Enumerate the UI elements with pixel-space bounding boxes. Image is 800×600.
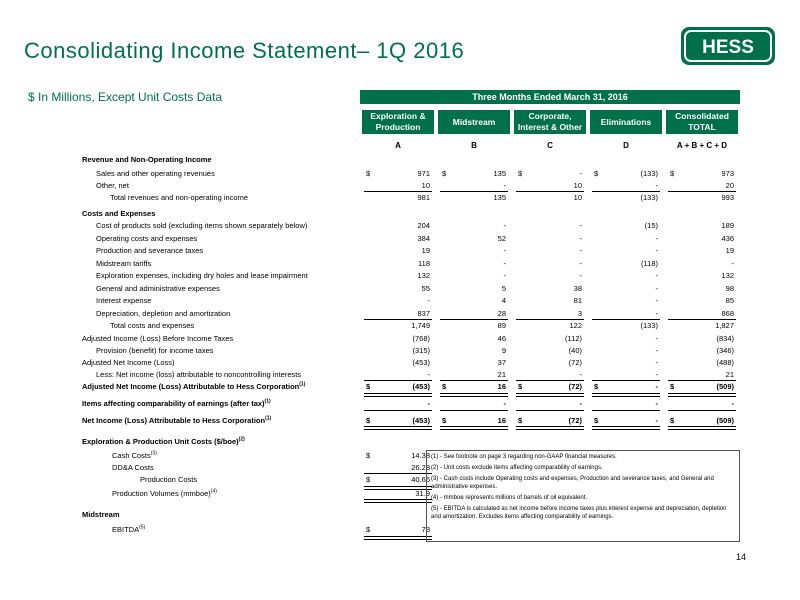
cell-value: 135 <box>493 193 506 202</box>
cell-value: - <box>655 181 658 190</box>
table-rule <box>364 393 432 397</box>
row-label: Revenue and Non-Operating Income <box>82 155 212 164</box>
row-label: EBITDA$^{(5)}$ <box>112 524 146 534</box>
cell-value: - <box>579 221 582 230</box>
row-label: Cash Costs$^{(3)}$ <box>112 450 157 460</box>
row-label: Net Income (Loss) Attributable to Hess Corporation$^{(1)}$ <box>82 415 272 425</box>
cell-value: 4 <box>501 296 506 305</box>
cell-value: 3 <box>577 309 582 318</box>
table-rule <box>592 393 660 397</box>
column-header-d: Eliminations <box>590 110 662 134</box>
cell-value: (768) <box>412 334 430 343</box>
table-rule <box>364 410 432 411</box>
table-rule <box>364 426 432 430</box>
table-rule <box>440 410 508 411</box>
row-label: Other, net <box>96 181 129 190</box>
currency-symbol: $ <box>442 382 447 391</box>
row-label: Midstream <box>82 510 120 519</box>
cell-value: 1,827 <box>715 321 734 330</box>
cell-value: - <box>655 296 658 305</box>
table-rule <box>440 393 508 397</box>
cell-value: 37 <box>497 358 506 367</box>
cell-value: 384 <box>417 234 430 243</box>
footnote-5: (5) - EBITDA is calculated as net income before income taxes plus interest expense and depreciation, depletion and amortization. Excludes items affecting comparability of earnings. <box>431 506 727 520</box>
cell-value: (118) <box>641 259 658 268</box>
table-row <box>0 345 800 357</box>
table-row <box>0 258 800 270</box>
cell-value: - <box>579 234 582 243</box>
table-row <box>0 154 800 166</box>
cell-value: 10 <box>573 193 582 202</box>
cell-value: (488) <box>716 358 734 367</box>
column-header-c: Corporate, Interest & Other <box>514 110 586 134</box>
cell-value: 85 <box>725 296 734 305</box>
cell-value: - <box>655 399 658 408</box>
cell-value: 40.66 <box>411 475 430 484</box>
footnote-4: (4) - mmboe represents millions of barrels of oil equivalent. <box>431 495 588 501</box>
row-label: Adjusted Net Income (Loss) <box>82 358 175 367</box>
cell-value: 46 <box>497 334 506 343</box>
cell-value: 52 <box>497 234 506 243</box>
cell-value: 10 <box>573 181 582 190</box>
table-rule <box>516 319 584 320</box>
cell-value: - <box>503 246 506 255</box>
footnote-3: (3) - Cash costs include Operating costs and expenses, Production and severance taxes, and General and administrative expenses. <box>431 476 714 490</box>
table-rule <box>440 380 508 381</box>
units-subtitle: $ In Millions, Except Unit Costs Data <box>28 90 223 104</box>
cell-value: - <box>579 370 582 379</box>
row-label: Items affecting comparability of earnings (after tax)$^{(1)}$ <box>82 398 271 408</box>
cell-value: - <box>427 399 430 408</box>
cell-value: - <box>579 259 582 268</box>
row-label: DD&A Costs <box>112 463 154 472</box>
cell-value: 55 <box>421 284 430 293</box>
cell-value: 132 <box>417 271 430 280</box>
table-rule <box>592 191 660 192</box>
footnote-2: (2) - Unit costs exclude items affecting comparability of earnings. <box>431 465 603 471</box>
column-header-a-b-c-d: Consolidated TOTAL <box>666 110 738 134</box>
column-header-b: Midstream <box>438 110 510 134</box>
table-rule <box>668 426 736 430</box>
cell-value: - <box>655 271 658 280</box>
table-rule <box>364 486 432 490</box>
cell-value: (15) <box>644 221 658 230</box>
cell-value: 21 <box>497 370 506 379</box>
currency-symbol: $ <box>670 169 675 178</box>
table-rule <box>516 393 584 397</box>
cell-value: 26.28 <box>411 463 430 472</box>
currency-symbol: $ <box>442 416 447 425</box>
table-rule <box>364 473 432 474</box>
row-label: Costs and Expenses <box>82 209 156 218</box>
table-rule <box>516 380 584 381</box>
currency-symbol: $ <box>442 169 447 178</box>
table-rule <box>364 536 432 540</box>
cell-value: 31.9 <box>415 489 430 498</box>
cell-value: - <box>655 284 658 293</box>
column-letter: D <box>623 141 629 150</box>
row-label: General and administrative expenses <box>96 284 220 293</box>
row-label: Cost of products sold (excluding items shown separately below) <box>96 221 308 230</box>
cell-value: - <box>655 334 658 343</box>
cell-value: - <box>503 399 506 408</box>
cell-value: 98 <box>725 284 734 293</box>
cell-value: (133) <box>640 169 658 178</box>
cell-value: - <box>655 382 658 391</box>
currency-symbol: $ <box>366 475 371 484</box>
footnotes-box <box>426 450 740 542</box>
cell-value: (72) <box>568 416 582 425</box>
table-rule <box>668 319 736 320</box>
page-title: Consolidating Income Statement– 1Q 2016 <box>24 38 465 63</box>
cell-value: 1,749 <box>411 321 430 330</box>
row-label: Interest expense <box>96 296 152 305</box>
cell-value: 837 <box>417 309 430 318</box>
column-letter: B <box>471 141 477 150</box>
cell-value: (40) <box>568 346 582 355</box>
table-rule <box>440 426 508 430</box>
cell-value: - <box>579 271 582 280</box>
period-header: Three Months Ended March 31, 2016 <box>360 90 740 104</box>
cell-value: 38 <box>573 284 582 293</box>
cell-value: 81 <box>573 296 582 305</box>
cell-value: (133) <box>640 193 658 202</box>
hess-logo <box>680 26 776 66</box>
table-rule <box>440 319 508 320</box>
cell-value: - <box>655 416 658 425</box>
cell-value: 189 <box>721 221 734 230</box>
table-rule <box>364 191 432 192</box>
currency-symbol: $ <box>366 416 371 425</box>
cell-value: - <box>503 181 506 190</box>
table-rule <box>364 380 432 381</box>
table-row <box>0 283 800 295</box>
cell-value: 21 <box>725 370 734 379</box>
cell-value: 868 <box>721 309 734 318</box>
table-rule <box>668 393 736 397</box>
table-row <box>0 436 800 448</box>
table-row <box>0 357 800 369</box>
cell-value: 971 <box>417 169 430 178</box>
cell-value: - <box>427 370 430 379</box>
table-row <box>0 320 800 332</box>
cell-value: - <box>731 399 734 408</box>
table-row <box>0 220 800 232</box>
cell-value: (72) <box>568 358 582 367</box>
cell-value: (834) <box>716 334 734 343</box>
cell-value: 118 <box>418 259 430 268</box>
table-rule <box>592 380 660 381</box>
table-row <box>0 168 800 180</box>
row-label: Production and severance taxes <box>96 246 204 255</box>
currency-symbol: $ <box>670 416 675 425</box>
table-rule <box>668 380 736 381</box>
row-label: Total costs and expenses <box>110 321 195 330</box>
column-header-a: Exploration & Production <box>362 110 434 134</box>
cell-value: 436 <box>721 234 734 243</box>
row-label: Adjusted Income (Loss) Before Income Taxes <box>82 334 234 343</box>
cell-value: 78 <box>421 525 430 534</box>
cell-value: 122 <box>569 321 582 330</box>
currency-symbol: $ <box>366 382 371 391</box>
table-rule <box>668 410 736 411</box>
cell-value: - <box>579 169 582 178</box>
cell-value: - <box>655 346 658 355</box>
row-label: Exploration & Production Unit Costs ($/boe)$^{(2)}$ <box>82 436 245 446</box>
table-rule <box>440 191 508 192</box>
cell-value: - <box>503 221 506 230</box>
table-row <box>0 295 800 307</box>
table-rule <box>668 191 736 192</box>
row-label: Exploration expenses, including dry holes and lease impairment <box>96 271 308 280</box>
row-label: Depreciation, depletion and amortization <box>96 309 231 318</box>
cell-value: - <box>655 370 658 379</box>
table-row <box>0 381 800 393</box>
cell-value: 135 <box>493 169 506 178</box>
cell-value: 19 <box>725 246 734 255</box>
cell-value: (509) <box>716 416 734 425</box>
cell-value: - <box>655 358 658 367</box>
cell-value: (72) <box>568 382 582 391</box>
table-row <box>0 333 800 345</box>
cell-value: 16 <box>497 382 506 391</box>
currency-symbol: $ <box>670 382 675 391</box>
cell-value: (346) <box>716 346 734 355</box>
table-rule <box>516 191 584 192</box>
cell-value: 981 <box>417 193 430 202</box>
currency-symbol: $ <box>518 382 523 391</box>
footnote-1: (1) - See footnote on page 3 regarding non-GAAP financial measures. <box>431 454 617 460</box>
cell-value: - <box>655 234 658 243</box>
currency-symbol: $ <box>366 169 371 178</box>
row-label: Less: Net income (loss) attributable to noncontrolling interests <box>96 370 302 379</box>
table-rule <box>516 410 584 411</box>
table-rule <box>592 319 660 320</box>
currency-symbol: $ <box>366 451 371 460</box>
table-row <box>0 245 800 257</box>
cell-value: 89 <box>497 321 506 330</box>
cell-value: - <box>655 309 658 318</box>
cell-value: - <box>655 246 658 255</box>
cell-value: 19 <box>421 246 430 255</box>
table-rule <box>364 319 432 320</box>
cell-value: (453) <box>412 358 430 367</box>
column-letter: A + B + C + D <box>676 141 728 150</box>
cell-value: (453) <box>412 382 430 391</box>
row-label: Sales and other operating revenues <box>96 169 215 178</box>
table-rule <box>592 426 660 430</box>
table-row <box>0 233 800 245</box>
row-label: Total revenues and non-operating income <box>110 193 249 202</box>
currency-symbol: $ <box>594 169 599 178</box>
row-label: Midstream tariffs <box>96 259 152 268</box>
cell-value: 10 <box>421 181 430 190</box>
cell-value: 14.38 <box>411 451 430 460</box>
currency-symbol: $ <box>594 382 599 391</box>
currency-symbol: $ <box>366 525 371 534</box>
table-rule <box>592 410 660 411</box>
logo-text: HESS <box>702 37 754 58</box>
currency-symbol: $ <box>518 416 523 425</box>
table-rule <box>364 499 432 503</box>
row-label: Operating costs and expenses <box>96 234 198 243</box>
table-rule <box>516 426 584 430</box>
cell-value: 28 <box>497 309 506 318</box>
cell-value: 9 <box>501 346 506 355</box>
row-label: Adjusted Net Income (Loss) Attributable to Hess Corporation$^{(1)}$ <box>82 381 306 391</box>
cell-value: 16 <box>497 416 506 425</box>
currency-symbol: $ <box>518 169 523 178</box>
cell-value: - <box>503 271 506 280</box>
table-row <box>0 192 800 204</box>
cell-value: (509) <box>716 382 734 391</box>
table-row <box>0 208 800 220</box>
cell-value: 993 <box>721 193 734 202</box>
cell-value: 973 <box>721 169 734 178</box>
row-label: Provision (benefit) for income taxes <box>96 346 214 355</box>
cell-value: - <box>579 246 582 255</box>
row-label: Production Costs <box>140 475 198 484</box>
cell-value: (112) <box>565 334 582 343</box>
cell-value: 132 <box>721 271 734 280</box>
cell-value: (315) <box>412 346 430 355</box>
cell-value: (453) <box>412 416 430 425</box>
cell-value: (133) <box>640 321 658 330</box>
cell-value: - <box>427 296 430 305</box>
cell-value: 204 <box>417 221 430 230</box>
column-letter: A <box>395 141 401 150</box>
table-row <box>0 398 800 410</box>
cell-value: 20 <box>725 181 734 190</box>
cell-value: - <box>731 259 734 268</box>
cell-value: 5 <box>501 284 506 293</box>
column-letter: C <box>547 141 553 150</box>
row-label: Production Volumes (mmboe)$^{(4)}$ <box>112 488 217 498</box>
cell-value: - <box>579 399 582 408</box>
page-number: 14 <box>736 552 747 562</box>
table-row <box>0 270 800 282</box>
cell-value: - <box>503 259 506 268</box>
currency-symbol: $ <box>594 416 599 425</box>
